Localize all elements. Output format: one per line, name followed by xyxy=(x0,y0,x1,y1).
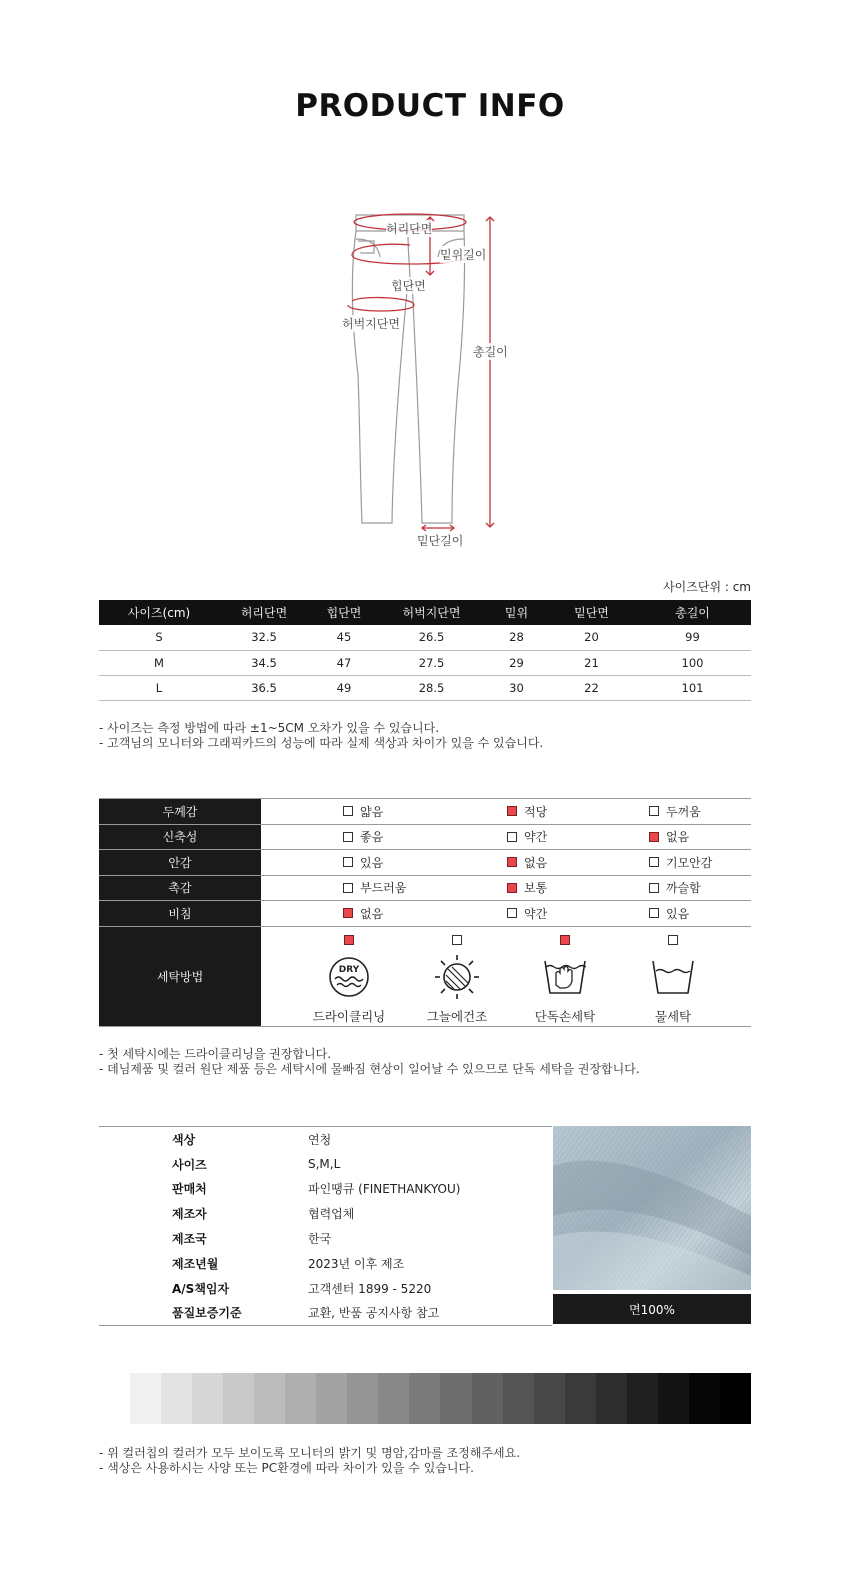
size-cell: 101 xyxy=(634,675,751,700)
empty-box-icon xyxy=(649,806,659,816)
attribute-row xyxy=(99,825,751,851)
size-cell: 36.5 xyxy=(219,675,309,700)
washing-option-label: 물세탁 xyxy=(654,1008,692,1024)
size-cell: 49 xyxy=(309,675,379,700)
product-info-value: 교환, 반품 공지사항 참고 xyxy=(308,1306,440,1321)
rise-label: 밑위길이 xyxy=(440,248,487,262)
checked-box-icon xyxy=(507,806,517,816)
color-chip xyxy=(689,1373,720,1424)
attribute-option xyxy=(445,825,609,850)
product-info-value: 파인땡큐 (FINETHANKYOU) xyxy=(308,1182,461,1197)
waist-label: 허리단면 xyxy=(386,222,433,236)
note-line: - 사이즈는 측정 방법에 따라 ±1~5CM 오차가 있을 수 있습니다. xyxy=(99,721,440,735)
attribute-label: 세탁방법 xyxy=(99,927,261,1026)
product-info-value: 연청 xyxy=(308,1132,332,1147)
checked-box-icon xyxy=(343,908,353,918)
attribute-option-label: 없음 xyxy=(360,906,384,921)
attribute-option xyxy=(261,850,445,875)
jeans-outline-icon xyxy=(330,205,530,555)
size-cell: L xyxy=(99,675,219,700)
fabric-attribute-table xyxy=(99,798,751,1027)
product-info-key: 제조자 xyxy=(172,1207,207,1222)
wash-notes xyxy=(99,1047,640,1077)
size-cell: 32.5 xyxy=(219,625,309,650)
checked-box-icon xyxy=(507,883,517,893)
attribute-option-label: 적당 xyxy=(524,804,548,819)
attribute-option-label: 기모안감 xyxy=(666,855,713,870)
size-cell: M xyxy=(99,650,219,675)
color-notes xyxy=(99,1446,520,1476)
empty-box-icon xyxy=(649,857,659,867)
size-cell: S xyxy=(99,625,219,650)
fabric-composition-label: 면100% xyxy=(553,1294,751,1324)
color-chip xyxy=(503,1373,534,1424)
product-info-row xyxy=(99,1276,552,1301)
color-chip xyxy=(720,1373,751,1424)
size-notes xyxy=(99,721,543,751)
size-cell: 27.5 xyxy=(379,650,484,675)
checked-box-icon xyxy=(649,832,659,842)
attribute-option xyxy=(445,876,609,901)
color-chip xyxy=(192,1373,223,1424)
color-chip xyxy=(378,1373,409,1424)
dry-clean-icon xyxy=(326,955,372,1001)
note-line: - 데님제품 및 컬러 원단 제품 등은 세탁시에 물빠짐 현상이 일어날 수 있으므로 단독 세탁을 권장합니다. xyxy=(99,1062,640,1076)
product-info-row xyxy=(99,1177,552,1202)
attribute-option xyxy=(261,799,445,824)
size-cell: 28 xyxy=(484,625,549,650)
product-info-key: A/S책임자 xyxy=(172,1281,230,1296)
empty-box-icon xyxy=(649,883,659,893)
attribute-row xyxy=(99,876,751,902)
table-row xyxy=(99,625,751,650)
size-cell: 22 xyxy=(549,675,634,700)
empty-box-icon xyxy=(668,935,678,945)
product-info-row xyxy=(99,1152,552,1177)
color-chip xyxy=(285,1373,316,1424)
washing-option-label: 그늘에건조 xyxy=(426,1008,488,1024)
attribute-option xyxy=(445,901,609,926)
color-chip xyxy=(316,1373,347,1424)
note-line: - 위 컬러칩의 컬러가 모두 보이도록 모니터의 밝기 및 명암,감마를 조정해주세요. xyxy=(99,1446,521,1460)
color-chip-strip xyxy=(130,1373,751,1424)
attribute-option-label: 없음 xyxy=(666,830,690,845)
color-chip xyxy=(347,1373,378,1424)
washing-option xyxy=(295,927,403,1026)
attribute-option-label: 얇음 xyxy=(360,804,384,819)
attribute-option xyxy=(445,850,609,875)
table-row xyxy=(99,675,751,700)
color-chip xyxy=(472,1373,503,1424)
denim-texture-icon xyxy=(553,1126,751,1290)
attribute-option xyxy=(445,799,609,824)
color-chip xyxy=(658,1373,689,1424)
attribute-label: 두께감 xyxy=(99,799,261,824)
size-header-cell: 밑단면 xyxy=(549,600,634,625)
product-info-value: 협력업체 xyxy=(308,1207,355,1222)
size-cell: 29 xyxy=(484,650,549,675)
attribute-row xyxy=(99,799,751,825)
size-cell: 100 xyxy=(634,650,751,675)
washing-options xyxy=(261,927,751,1026)
attribute-label: 촉감 xyxy=(99,876,261,901)
product-info-key: 제조년월 xyxy=(172,1256,219,1271)
checked-box-icon xyxy=(507,857,517,867)
size-header-cell: 밑위 xyxy=(484,600,549,625)
color-chip xyxy=(565,1373,596,1424)
color-chip xyxy=(254,1373,285,1424)
size-cell: 99 xyxy=(634,625,751,650)
attribute-label: 신축성 xyxy=(99,825,261,850)
product-info-table xyxy=(99,1126,552,1326)
empty-box-icon xyxy=(649,908,659,918)
color-chip xyxy=(223,1373,254,1424)
attribute-option-label: 두꺼움 xyxy=(666,804,701,819)
attribute-option-label: 약간 xyxy=(524,906,548,921)
attribute-option-label: 좋음 xyxy=(360,830,384,845)
size-header-cell: 힙단면 xyxy=(309,600,379,625)
attribute-option-label: 약간 xyxy=(524,830,548,845)
size-unit-note: 사이즈단위 : cm xyxy=(663,580,751,594)
color-chip xyxy=(534,1373,565,1424)
washing-option xyxy=(619,927,727,1026)
size-cell: 34.5 xyxy=(219,650,309,675)
empty-box-icon xyxy=(343,832,353,842)
empty-box-icon xyxy=(452,935,462,945)
product-info-key: 품질보증기준 xyxy=(172,1306,242,1321)
dry-icon-text: DRY xyxy=(338,964,360,975)
product-info-row xyxy=(99,1127,552,1152)
attribute-option-label: 없음 xyxy=(524,855,548,870)
note-line: - 첫 세탁시에는 드라이클리닝을 권장합니다. xyxy=(99,1047,332,1061)
product-info-row xyxy=(99,1201,552,1226)
length-label: 총길이 xyxy=(473,345,508,359)
product-info-key: 색상 xyxy=(172,1132,196,1147)
empty-box-icon xyxy=(507,908,517,918)
washing-option xyxy=(403,927,511,1026)
size-cell: 47 xyxy=(309,650,379,675)
empty-box-icon xyxy=(343,857,353,867)
attribute-option xyxy=(261,901,445,926)
attribute-option xyxy=(609,825,751,850)
size-cell: 26.5 xyxy=(379,625,484,650)
color-chip xyxy=(130,1373,161,1424)
hip-label: 힙단면 xyxy=(391,279,426,293)
size-table xyxy=(99,600,751,701)
size-header-cell: 사이즈(cm) xyxy=(99,600,219,625)
checked-box-icon xyxy=(344,935,354,945)
size-cell: 30 xyxy=(484,675,549,700)
product-info-value: 2023년 이후 제조 xyxy=(308,1256,405,1271)
page-title: PRODUCT INFO xyxy=(295,88,565,124)
product-info-key: 제조국 xyxy=(172,1232,207,1247)
note-line: - 색상은 사용하시는 사양 또는 PC환경에 따라 차이가 있을 수 있습니다. xyxy=(99,1461,474,1475)
product-info-key: 판매처 xyxy=(172,1182,207,1197)
product-info-value: 고객센터 1899 - 5220 xyxy=(308,1281,432,1296)
washing-option-label: 드라이클리닝 xyxy=(312,1008,386,1024)
product-info-value: 한국 xyxy=(308,1232,332,1247)
attribute-option xyxy=(609,799,751,824)
size-header-cell: 허리단면 xyxy=(219,600,309,625)
shade-dry-icon xyxy=(434,955,480,1001)
attribute-option xyxy=(261,876,445,901)
empty-box-icon xyxy=(343,806,353,816)
checked-box-icon xyxy=(560,935,570,945)
water-wash-icon xyxy=(650,955,696,1001)
hand-wash-icon xyxy=(542,955,588,1001)
attribute-row xyxy=(99,850,751,876)
washing-option-label: 단독손세탁 xyxy=(534,1008,596,1024)
attribute-option-label: 있음 xyxy=(360,855,384,870)
washing-option xyxy=(511,927,619,1026)
product-info-key: 사이즈 xyxy=(172,1157,207,1172)
washing-row xyxy=(99,927,751,1027)
size-cell: 20 xyxy=(549,625,634,650)
attribute-option-label: 있음 xyxy=(666,906,690,921)
color-chip xyxy=(440,1373,471,1424)
attribute-option-label: 부드러움 xyxy=(360,881,407,896)
color-chip xyxy=(161,1373,192,1424)
thigh-label: 허벅지단면 xyxy=(342,317,400,331)
product-info-row xyxy=(99,1301,552,1326)
empty-box-icon xyxy=(507,832,517,842)
note-line: - 고객님의 모니터와 그래픽카드의 성능에 따라 실제 색상과 차이가 있을 수 있습니다. xyxy=(99,736,544,750)
attribute-option-label: 보통 xyxy=(524,881,548,896)
attribute-option xyxy=(609,901,751,926)
color-chip xyxy=(596,1373,627,1424)
empty-box-icon xyxy=(343,883,353,893)
attribute-option-label: 까슬함 xyxy=(666,881,701,896)
color-chip xyxy=(409,1373,440,1424)
table-row xyxy=(99,650,751,675)
size-cell: 45 xyxy=(309,625,379,650)
size-cell: 21 xyxy=(549,650,634,675)
size-cell: 28.5 xyxy=(379,675,484,700)
fabric-swatch-image xyxy=(553,1126,751,1290)
attribute-option xyxy=(609,850,751,875)
attribute-row xyxy=(99,901,751,927)
size-table-header xyxy=(99,600,751,625)
size-header-cell: 허벅지단면 xyxy=(379,600,484,625)
hem-label: 밑단길이 xyxy=(417,534,464,548)
size-header-cell: 총길이 xyxy=(634,600,751,625)
product-info-row xyxy=(99,1251,552,1276)
product-info-value: S,M,L xyxy=(308,1157,341,1172)
attribute-option xyxy=(609,876,751,901)
attribute-label: 비침 xyxy=(99,901,261,926)
attribute-option xyxy=(261,825,445,850)
color-chip xyxy=(627,1373,658,1424)
product-info-row xyxy=(99,1226,552,1251)
attribute-label: 안감 xyxy=(99,850,261,875)
jeans-measurement-diagram xyxy=(330,205,530,555)
